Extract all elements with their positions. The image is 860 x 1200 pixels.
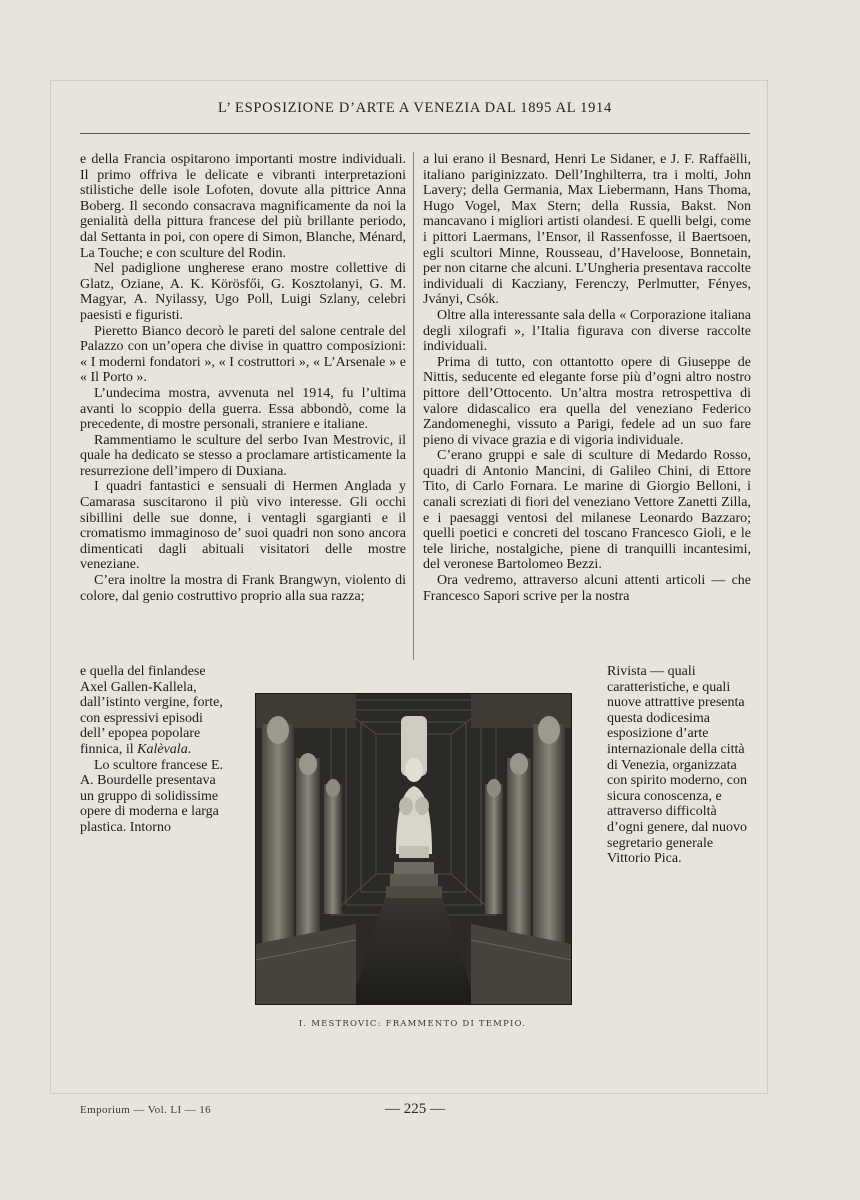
paragraph: C’era inoltre la mostra di Frank Brangwyn, violento di colore, dal genio costruttivo proprio alla sua razza; (80, 573, 406, 604)
temple-illustration (256, 694, 571, 1004)
paragraph (80, 664, 226, 758)
text-run: e quella del finlandese Axel Gallen-Kallela, dall’istinto vergine, forte, con espressivi episodi dell’ epopea popolare finnica, il (80, 664, 223, 757)
italic-title: Kalèvala (137, 741, 188, 757)
temple-photograph (255, 693, 572, 1005)
right-narrow-column (607, 664, 753, 878)
paragraph: I quadri fantastici e sensuali di Hermen Anglada y Camarasa suscitarono il più vivo interesse. Gli occhi sibillini delle sue donne, i ventagli sgargianti e il cromatismo immaginoso de’ suoi quadri non sono ancora dimenticati dagli abituali visitatori delle mostre veneziane. (80, 479, 406, 573)
paragraph: Oltre alla interessante sala della « Corporazione italiana degli xilografi », l’Italia figurava con diverse raccolte individuali. (423, 307, 751, 355)
running-head-title: L’ ESPOSIZIONE D’ARTE A VENEZIA DAL 1895 AL 1914 (218, 100, 612, 116)
paragraph: Nel padiglione ungherese erano mostre collettive di Glatz, Oziane, A. K. Körösfői, G. Kosztolanyi, G. M. Magyar, A. Nyilassy, Ugo Poll, Luigi Szlany, celebri paesisti e figuristi. (80, 261, 406, 323)
paragraph: L’undecima mostra, avvenuta nel 1914, fu l’ultima avanti lo scoppio della guerra. Essa abbondò, come la precedente, di mostre personali, straniere e italiane. (80, 385, 406, 433)
paragraph: Pieretto Bianco decorò le pareti del salone centrale del Palazzo con un’opera che divise in quattro composizioni: « I moderni fondatori », « I costruttori », « L’Arsenale » e « Il Porto ». (80, 323, 406, 386)
paragraph: C’erano gruppi e sale di sculture di Medardo Rosso, quadri di Antonio Mancini, di Galileo Chini, di Ettore Tito, di Carlo Fornara. Le marine di Giorgio Belloni, i canali screziati di fiori del veneziano Vettore Zanetti Zilla, e i paesaggi ventosi del milanese Leonardo Bazzaro; quelli poetici e concreti del toscano Francesco Gioli, e le tele liriche, nostalgiche, piene di tranquilli incantesimi, del veronese Bartolomeo Bezzi. (423, 448, 751, 573)
figure-caption: I. MESTROVIC: FRAMMENTO DI TEMPIO. (298, 1019, 527, 1029)
right-column (423, 152, 751, 668)
text-run: . (187, 741, 192, 757)
paragraph: Prima di tutto, con ottantotto opere di Giuseppe de Nittis, seducente ed elegante forse più d’ogni altro nostro pittore dell’Ottocento. Un’altra mostra retrospettiva di valore didascalico era quella del veneziano Federico Zandomeneghi, vissuto a Parigi, fedele ad un suo fare pieno di vivace grazia e di vigoria individuale. (423, 354, 751, 448)
page-number: — 225 — (385, 1101, 445, 1117)
paragraph: Ora vedremo, attraverso alcuni attenti articoli — che Francesco Sapori scrive per la nostra (423, 573, 751, 604)
journal-footer: Emporium — Vol. LI — 16 (80, 1104, 212, 1116)
paragraph: Rivista — quali caratteristiche, e quali nuove attrattive presenta questa dodicesima esposizione d’arte internazionale della città di Venezia, organizzata con spirito moderno, con sicura conoscenza, e attraverso difficoltà d’ogni genere, dal nuovo segretario generale Vittorio Pica. (607, 664, 747, 867)
left-column (80, 152, 406, 668)
paragraph: e della Francia ospitarono importanti mostre individuali. Il primo offriva le delicate e vibranti interpretazioni stilistiche delle isole Lofoten, dovute alla pittrice Anna Boberg. Il secondo consacrava magnificamente da noi la genialità della pittura francese del più brillante periodo, dal Settanta in poi, con opere di Simon, Blanche, Ménard, La Touche; e con sculture del Rodin. (80, 152, 406, 261)
column-rule (413, 152, 414, 660)
paragraph: a lui erano il Besnard, Henri Le Sidaner, e J. F. Raffaëlli, italiano pariginizzato. Dell’Inghilterra, tra i molti, John Lavery; della Germania, Max Liebermann, Hans Thoma, Hugo Vogel, Max Stern; della Russia, Bakst. Non mancavano i migliori artisti olandesi. E quelli belgi, come i pittori Laermans, l’Ensor, il Rassenfosse, il Baertsoen, egli scultori Minne, Rousseau, d’Haveloose, Bonnetain, per non citarne che alcuni. L’Ungheria presentava raccolte individuali di Kacziany, Ferenczy, Perlmutter, Fényes, Jványi, Csók. (423, 152, 751, 308)
left-narrow-column (80, 664, 226, 874)
header-rule (80, 133, 750, 134)
paragraph: Lo scultore francese E. A. Bourdelle presentava un gruppo di solidissime opere di moderna e larga plastica. Intorno (80, 757, 224, 835)
paragraph: Rammentiamo le sculture del serbo Ivan Mestrovic, il quale ha dedicato se stesso a proclamare artisticamente la resurrezione dell’impero di Duxiana. (80, 432, 406, 479)
